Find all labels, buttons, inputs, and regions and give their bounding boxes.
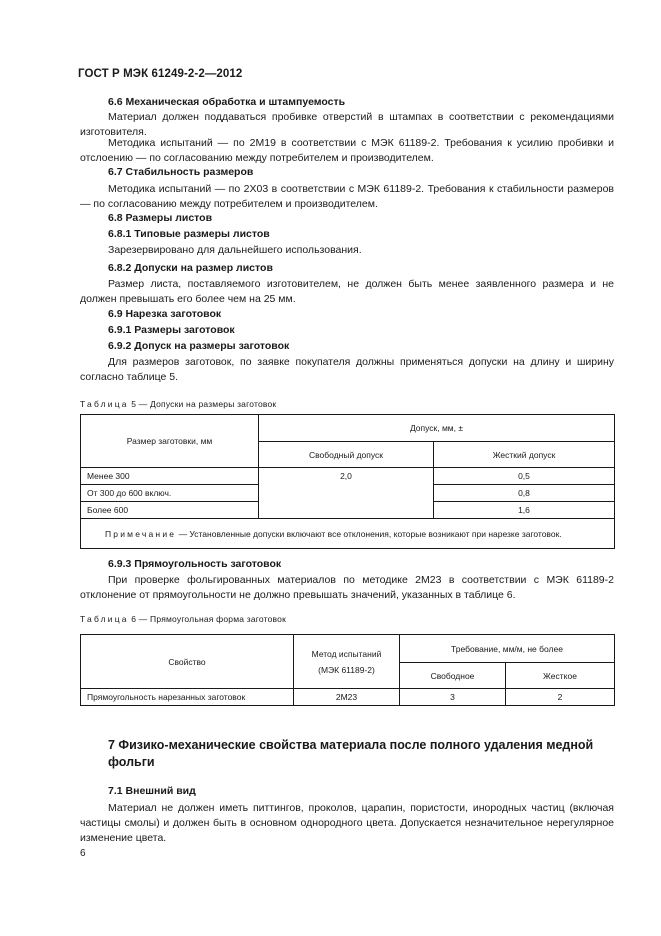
table-6-header-free: Свободное: [400, 663, 506, 689]
section-6-9-2-paragraph: Для размеров заготовок, по заявке покупателя должны применяться допуски на длину и ширину согласно таблице 5.: [80, 356, 614, 383]
table-5-cell-size: От 300 до 600 включ.: [81, 485, 259, 502]
section-7-1-title: 7.1 Внешний вид: [108, 785, 196, 797]
section-7-title: 7 Физико-механические свойства материала после полного удаления медной фольги: [108, 738, 594, 769]
table-6-header-property: Свойство: [81, 635, 294, 689]
table-6-header-method-line-1: Метод испытаний: [311, 648, 382, 659]
section-6-8-1-paragraph: Зарезервировано для дальнейшего использования.: [108, 244, 362, 256]
table-6-cell-property: Прямоугольность нарезанных заготовок: [81, 689, 294, 706]
table-5: [80, 414, 615, 549]
section-6-6-title: 6.6 Механическая обработка и штампуемость: [108, 96, 346, 108]
table-5-cell-free: 2,0: [259, 468, 434, 519]
table-6-cell-method: 2М23: [294, 689, 400, 706]
table-5-caption-text: 5 — Допуски на размеры заготовок: [128, 399, 277, 409]
table-5-cell-size: Более 600: [81, 502, 259, 519]
table-6-caption: [80, 614, 286, 624]
table-6: [80, 634, 615, 706]
table-5-header-tolerance: Допуск, мм, ±: [259, 415, 615, 442]
table-6-cell-free: 3: [400, 689, 506, 706]
table-5-header-size: Размер заготовки, мм: [81, 415, 259, 468]
section-6-9-3-title: 6.9.3 Прямоугольность заготовок: [108, 558, 282, 570]
table-6-caption-word: Таблица: [80, 614, 129, 624]
table-5-note-text: — Установленные допуски включают все отклонения, которые возникают при нарезке заготовок.: [176, 528, 562, 539]
table-5-caption-word: Таблица: [80, 399, 129, 409]
section-7-1-paragraph: Материал не должен иметь питтингов, проколов, царапин, пористости, инородных частиц (включая частицы смолы) и должен быть в основном однородного цвета. Допускается незначительное нерегулярное изменение цвета.: [80, 802, 614, 844]
section-6-8-2-paragraph: Размер листа, поставляемого изготовителем, не должен быть менее заявленного размера и не должен превышать его более чем на 25 мм.: [80, 278, 614, 305]
page-number: 6: [80, 848, 86, 859]
table-6-header-strict: Жесткое: [506, 663, 615, 689]
table-5-cell-strict: 1,6: [434, 502, 615, 519]
table-6-header-requirement: Требование, мм/м, не более: [400, 635, 615, 663]
table-6-header-method: [294, 635, 400, 689]
table-row: [81, 689, 615, 706]
section-6-8-2-title: 6.8.2 Допуски на размер листов: [108, 262, 273, 274]
section-6-9-2-title: 6.9.2 Допуск на размеры заготовок: [108, 340, 290, 352]
table-5-header-free: Свободный допуск: [259, 442, 434, 468]
section-6-7-paragraph: Методика испытаний — по 2Х03 в соответствии с МЭК 61189-2. Требования к стабильности размеров — по согласованию между потребителем и производителем.: [80, 183, 614, 210]
table-6-cell-strict: 2: [506, 689, 615, 706]
table-5-caption: [80, 399, 276, 409]
table-6-caption-text: 6 — Прямоугольная форма заготовок: [128, 614, 286, 624]
section-6-9-3-paragraph: При проверке фольгированных материалов по методике 2М23 в соответствии с МЭК 61189-2 отклонение от прямоугольности не должно превышать значений, указанных в таблице 6.: [80, 574, 614, 601]
table-6-header-method-line-2: (МЭК 61189-2): [318, 664, 375, 675]
table-5-cell-strict: 0,5: [434, 468, 615, 485]
section-6-6-paragraph-2: Методика испытаний — по 2М19 в соответствии с МЭК 61189-2. Требования к усилию пробивки и отслоению — по согласованию между потребителем и производителем.: [80, 137, 614, 164]
table-5-cell-size: Менее 300: [81, 468, 259, 485]
section-6-9-title: 6.9 Нарезка заготовок: [108, 308, 222, 320]
section-6-8-1-title: 6.8.1 Типовые размеры листов: [108, 228, 270, 240]
table-5-note-word: Примечание: [105, 528, 177, 539]
section-6-7-title: 6.7 Стабильность размеров: [108, 166, 254, 178]
section-6-9-1-title: 6.9.1 Размеры заготовок: [108, 324, 235, 336]
section-6-6-paragraph-1: Материал должен поддаваться пробивке отверстий в штампах в соответствии с рекомендациями изготовителя.: [80, 111, 614, 138]
table-5-note: [81, 519, 615, 549]
table-5-header-strict: Жесткий допуск: [434, 442, 615, 468]
section-6-8-title: 6.8 Размеры листов: [108, 212, 213, 224]
table-5-cell-strict: 0,8: [434, 485, 615, 502]
document-header: ГОСТ Р МЭК 61249-2-2—2012: [78, 68, 243, 80]
table-row: [81, 468, 615, 485]
